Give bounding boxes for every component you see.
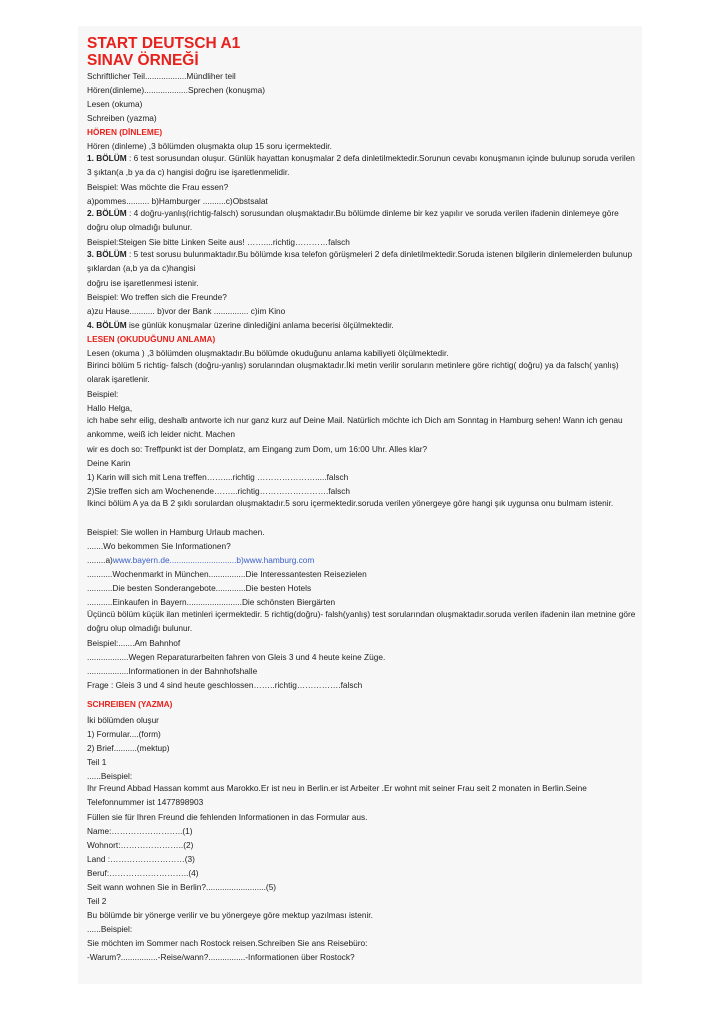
paragraph-text: ise günlük konuşmalar üzerine dinlediğini anlama becerisi ölçülmektedir. xyxy=(126,320,394,330)
intro-line: Schreiben (yazma) xyxy=(87,113,157,123)
text-line: Bu bölümde bir yönerge verilir ve bu yönergeye göre mektup yazılması istenir. xyxy=(87,910,373,920)
example-line: Beispiel: Sie wollen in Hamburg Urlaub machen. xyxy=(87,527,265,537)
section-heading-schreiben: SCHREIBEN (YAZMA) xyxy=(87,699,173,709)
section-heading-lesen: LESEN (OKUDUĞUNU ANLAMA) xyxy=(87,334,216,344)
question-line: .......Wo bekommen Sie Informationen? xyxy=(87,541,231,551)
form-field-name: Name:……………………..(1) xyxy=(87,826,193,836)
item-line: ...........Einkaufen in Bayern........................Die schönsten Biergärten xyxy=(87,597,336,607)
example-line: Beispiel:.......Am Bahnhof xyxy=(87,638,181,648)
notice-line: ..................Informationen in der Bahnhofshalle xyxy=(87,666,258,676)
example-line: Beispiel:Steigen Sie bitte Linken Seite aus! ……....richtig…………falsch xyxy=(87,237,350,247)
text-line: İki bölümden oluşur xyxy=(87,715,159,725)
form-field-wohnort: Wohnort:…………………..(2) xyxy=(87,840,194,850)
text-line: 1) Formular....(form) xyxy=(87,729,161,739)
question-line: 2)Sie treffen sich am Wochenende……...richtig…………………….falsch xyxy=(87,486,350,496)
text-line: Teil 1 xyxy=(87,757,107,767)
example-line: Beispiel: Was möchte die Frau essen? xyxy=(87,182,229,192)
letter-text: wir es doch so: Treffpunkt ist der Domplatz, am Eingang zum Dom, um 16:00 Uhr. Alles klar? xyxy=(87,444,428,454)
doc-subtitle: SINAV ÖRNEĞİ xyxy=(87,52,199,69)
item-line: ...........Die besten Sonderangebote.............Die besten Hotels xyxy=(87,583,312,593)
paragraph: Ihr Freund Abbad Hassan kommt aus Marokko.Er ist neu in Berlin.er ist Arbeiter .Er wohnt mit seiner Frau seit 2 monaten in Berlin.Seine Telefonnummer ist 1477898903 xyxy=(87,783,587,807)
paragraph-bolum-1 xyxy=(87,152,639,179)
text-line: 2) Brief..........(mektup) xyxy=(87,743,170,753)
paragraph-text: : 4 doğru-yanlış(richtig-falsch) sorusundan oluşmaktadır.Bu bölümde dinleme bir kez yapılır ve soruda verilen ifadenin dinlemeye göre doğru olup olmadığı bulunur. xyxy=(87,208,619,232)
link-bayern[interactable]: www.bayern.de............................. xyxy=(112,555,237,565)
paragraph-bolum-4 xyxy=(87,320,639,331)
paragraph: Lesen (okuma ) ,3 bölümden oluşmaktadır.Bu bölümde okuduğunu anlama kabiliyeti ölçülmektedir. xyxy=(87,348,449,358)
paragraph: Ikinci bölüm A ya da B 2 şıklı sorulardan oluşmaktadır.5 soru içermektedir.soruda verilen yönergeye göre hangi şık uygunsa onu bulmam istenir. xyxy=(87,498,614,508)
paragraph-bolum-3 xyxy=(87,248,639,275)
paragraph-bolum-2 xyxy=(87,207,639,234)
text-line: ......Beispiel: xyxy=(87,771,133,781)
bolum-label: 4. BÖLÜM xyxy=(87,320,127,330)
example-label: Beispiel: xyxy=(87,389,119,399)
form-field-land: Land :………………………(3) xyxy=(87,854,195,864)
link-hamburg[interactable]: b)www.hamburg.com xyxy=(236,555,315,565)
bolum-label: 3. BÖLÜM xyxy=(87,249,127,259)
doc-title: START DEUTSCH A1 xyxy=(87,35,241,52)
question-line: 1) Karin will sich mit Lena treffen……....richtig ………………….....falsch xyxy=(87,472,349,482)
example-line: Beispiel: Wo treffen sich die Freunde? xyxy=(87,292,227,302)
intro-line: Lesen (okuma) xyxy=(87,99,143,109)
intro-line: Schriftlicher Teil..................Mündliher teil xyxy=(87,71,236,81)
paragraph-text: : 5 test sorusu bulunmaktadır.Bu bölümde kısa telefon görüşmeleri 2 defa dinletilmektedir.Soruda istenen bilgilerin dinlemelerden bulunup şıklardan (a,b ya da c)hangisi xyxy=(87,249,633,273)
section-heading-horen: HÖREN (DİNLEME) xyxy=(87,127,163,137)
text-line: Teil 2 xyxy=(87,896,107,906)
paragraph: Hören (dinleme) ,3 bölümden oluşmakta olup 15 soru içermektedir. xyxy=(87,141,332,151)
text-line: Füllen sie für Ihren Freund die fehlenden Informationen in das Formular aus. xyxy=(87,812,368,822)
bolum-label: 2. BÖLÜM xyxy=(87,208,127,218)
letter-greeting: Hallo Helga, xyxy=(87,403,133,413)
paragraph: Birinci bölüm 5 richtig- falsch (doğru-yanlış) sorularından oluşmaktadır.İki metin verilir soruların metinlere göre richtig( doğru) ya da falsch( yanlış) olarak işaretlenir. xyxy=(87,360,619,384)
options-line: a)pommes.......... b)Hamburger ..........c)Obstsalat xyxy=(87,196,268,206)
item-line: ...........Wochenmarkt in München................Die Interessantesten Reisezielen xyxy=(87,569,367,579)
form-field-beruf: Beruf:………………………..(4) xyxy=(87,868,199,878)
bolum-label: 1. BÖLÜM xyxy=(87,153,127,163)
option-prefix: ........a) xyxy=(87,555,113,565)
text-line: ......Beispiel: xyxy=(87,924,133,934)
options-line xyxy=(87,555,639,566)
form-field-seit-wann: Seit wann wohnen Sie in Berlin?..........................(5) xyxy=(87,882,277,892)
letter-text: ich habe sehr eilig, deshalb antworte ich nur ganz kurz auf Deine Mail. Natürlich möchte ich Dich am Sonntag in Hamburg sehen! Wann ich genau ankomme, weiß ich leider nicht. Machen xyxy=(87,415,623,439)
paragraph-text: : 6 test sorusundan oluşur. Günlük hayattan konuşmalar 2 defa dinletilmektedir.Sorunun cevabı konuşmanın içinde bulunup soruda verilen 3 şıktan(a ,b ya da c) hangisi doğru ise işaretlenmelidir. xyxy=(87,153,635,177)
paragraph: Üçüncü bölüm küçük ilan metinleri içermektedir. 5 richtig(doğru)- falsh(yanlış) test sorularından oluşmaktadır.soruda verilen ifadenin ilan metnine göre doğru olup olmadığı bulunur. xyxy=(87,609,636,633)
text-line: Sie möchten im Sommer nach Rostock reisen.Schreiben Sie ans Reisebüro: xyxy=(87,938,368,948)
letter-signature: Deine Karin xyxy=(87,458,131,468)
question-line: Frage : Gleis 3 und 4 sind heute geschlossen……..richtig…………….falsch xyxy=(87,680,363,690)
text-line: -Warum?................-Reise/wann?................-Informationen über Rostock? xyxy=(87,952,355,962)
notice-line: ..................Wegen Reparaturarbeiten fahren von Gleis 3 und 4 heute keine Züge. xyxy=(87,652,386,662)
paragraph-line: doğru ise işaretlenmesi istenir. xyxy=(87,278,199,288)
intro-line: Hören(dinleme)...................Sprechen (konuşma) xyxy=(87,85,265,95)
options-line: a)zu Hause........... b)vor der Bank ............... c)im Kino xyxy=(87,306,286,316)
